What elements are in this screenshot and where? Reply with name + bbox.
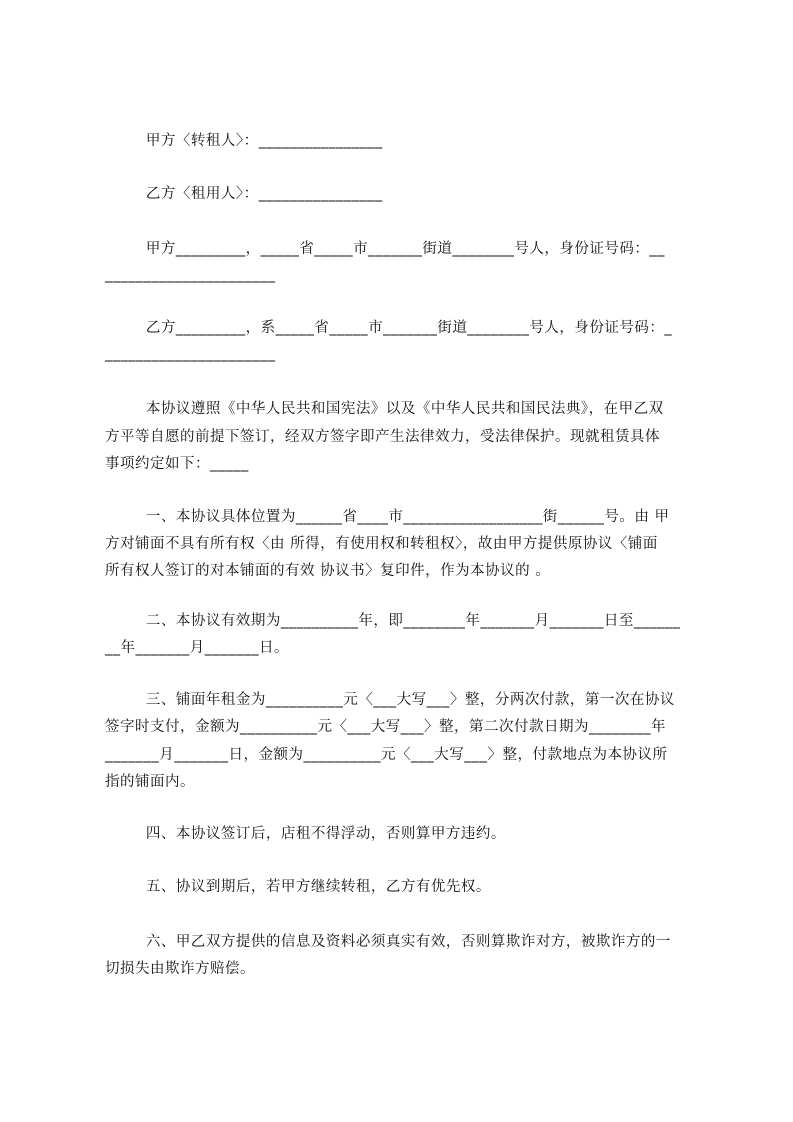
clause-1-line-1: 一、本协议具体位置为______省____市__________________街______号。由 甲 (105, 509, 670, 525)
clause-3-line-3: _______月_______日，金额为__________元〈___大写___〉整，付款地点为本协议所 (105, 747, 668, 763)
party-a-label: 甲方〈转租人〉：________________ (105, 133, 383, 149)
clause-1-line-3: 所有权人签订的对本铺面的有效 协议书〉复印件，作为本协议的 。 (105, 563, 551, 579)
clause-3-line-4: 指的铺面内。 (105, 774, 195, 790)
clause-6-line-2: 切损失由欺诈方赔偿。 (105, 961, 255, 977)
preamble-line-2: 方平等自愿的前提下签订，经双方签字即产生法律效力，受法律保护。现就租赁具体 (105, 429, 660, 445)
party-b-info-line-2: ______________________ (105, 346, 276, 362)
party-b-info-line-1: 乙方_________，系_____省_____市_______街道________号人，身份证号码：_ (105, 320, 673, 336)
clause-3-line-1: 三、铺面年租金为__________元〈___大写___〉整，分两次付款，第一次在协议 (105, 692, 675, 708)
clause-6-line-1: 六、甲乙双方提供的信息及资料必须真实有效，否则算欺诈对方，被欺诈方的一 (105, 934, 671, 950)
clause-4: 四、本协议签订后，店租不得浮动，否则算甲方违约。 (105, 826, 506, 842)
preamble-line-1: 本协议遵照《中华人民共和国宪法》以及《中华人民共和国民法典》，在甲乙双 (105, 401, 664, 417)
clause-3-line-2: 签字时支付，金额为__________元〈___大写___〉整，第二次付款日期为________年 (105, 719, 666, 735)
clause-1-line-2: 方对铺面不具有所有权〈由 所得，有使用权和转租权〉，故由甲方提供原协议〈铺面 (105, 536, 658, 552)
clause-5: 五、协议到期后，若甲方继续转租，乙方有优先权。 (105, 879, 491, 895)
clause-2-line-2: __年_______月_______日。 (105, 640, 289, 656)
preamble-line-3: 事项约定如下：_____ (105, 456, 249, 472)
clause-2-line-1: 二、本协议有效期为__________年，即________年_______月_______日至______ (105, 613, 681, 629)
party-a-info-line-1: 甲方_________，_____省_____市_______街道________号人，身份证号码：__ (105, 241, 665, 257)
party-a-info-line-2: ______________________ (105, 267, 276, 283)
party-b-label: 乙方〈租用人〉：________________ (105, 186, 383, 202)
